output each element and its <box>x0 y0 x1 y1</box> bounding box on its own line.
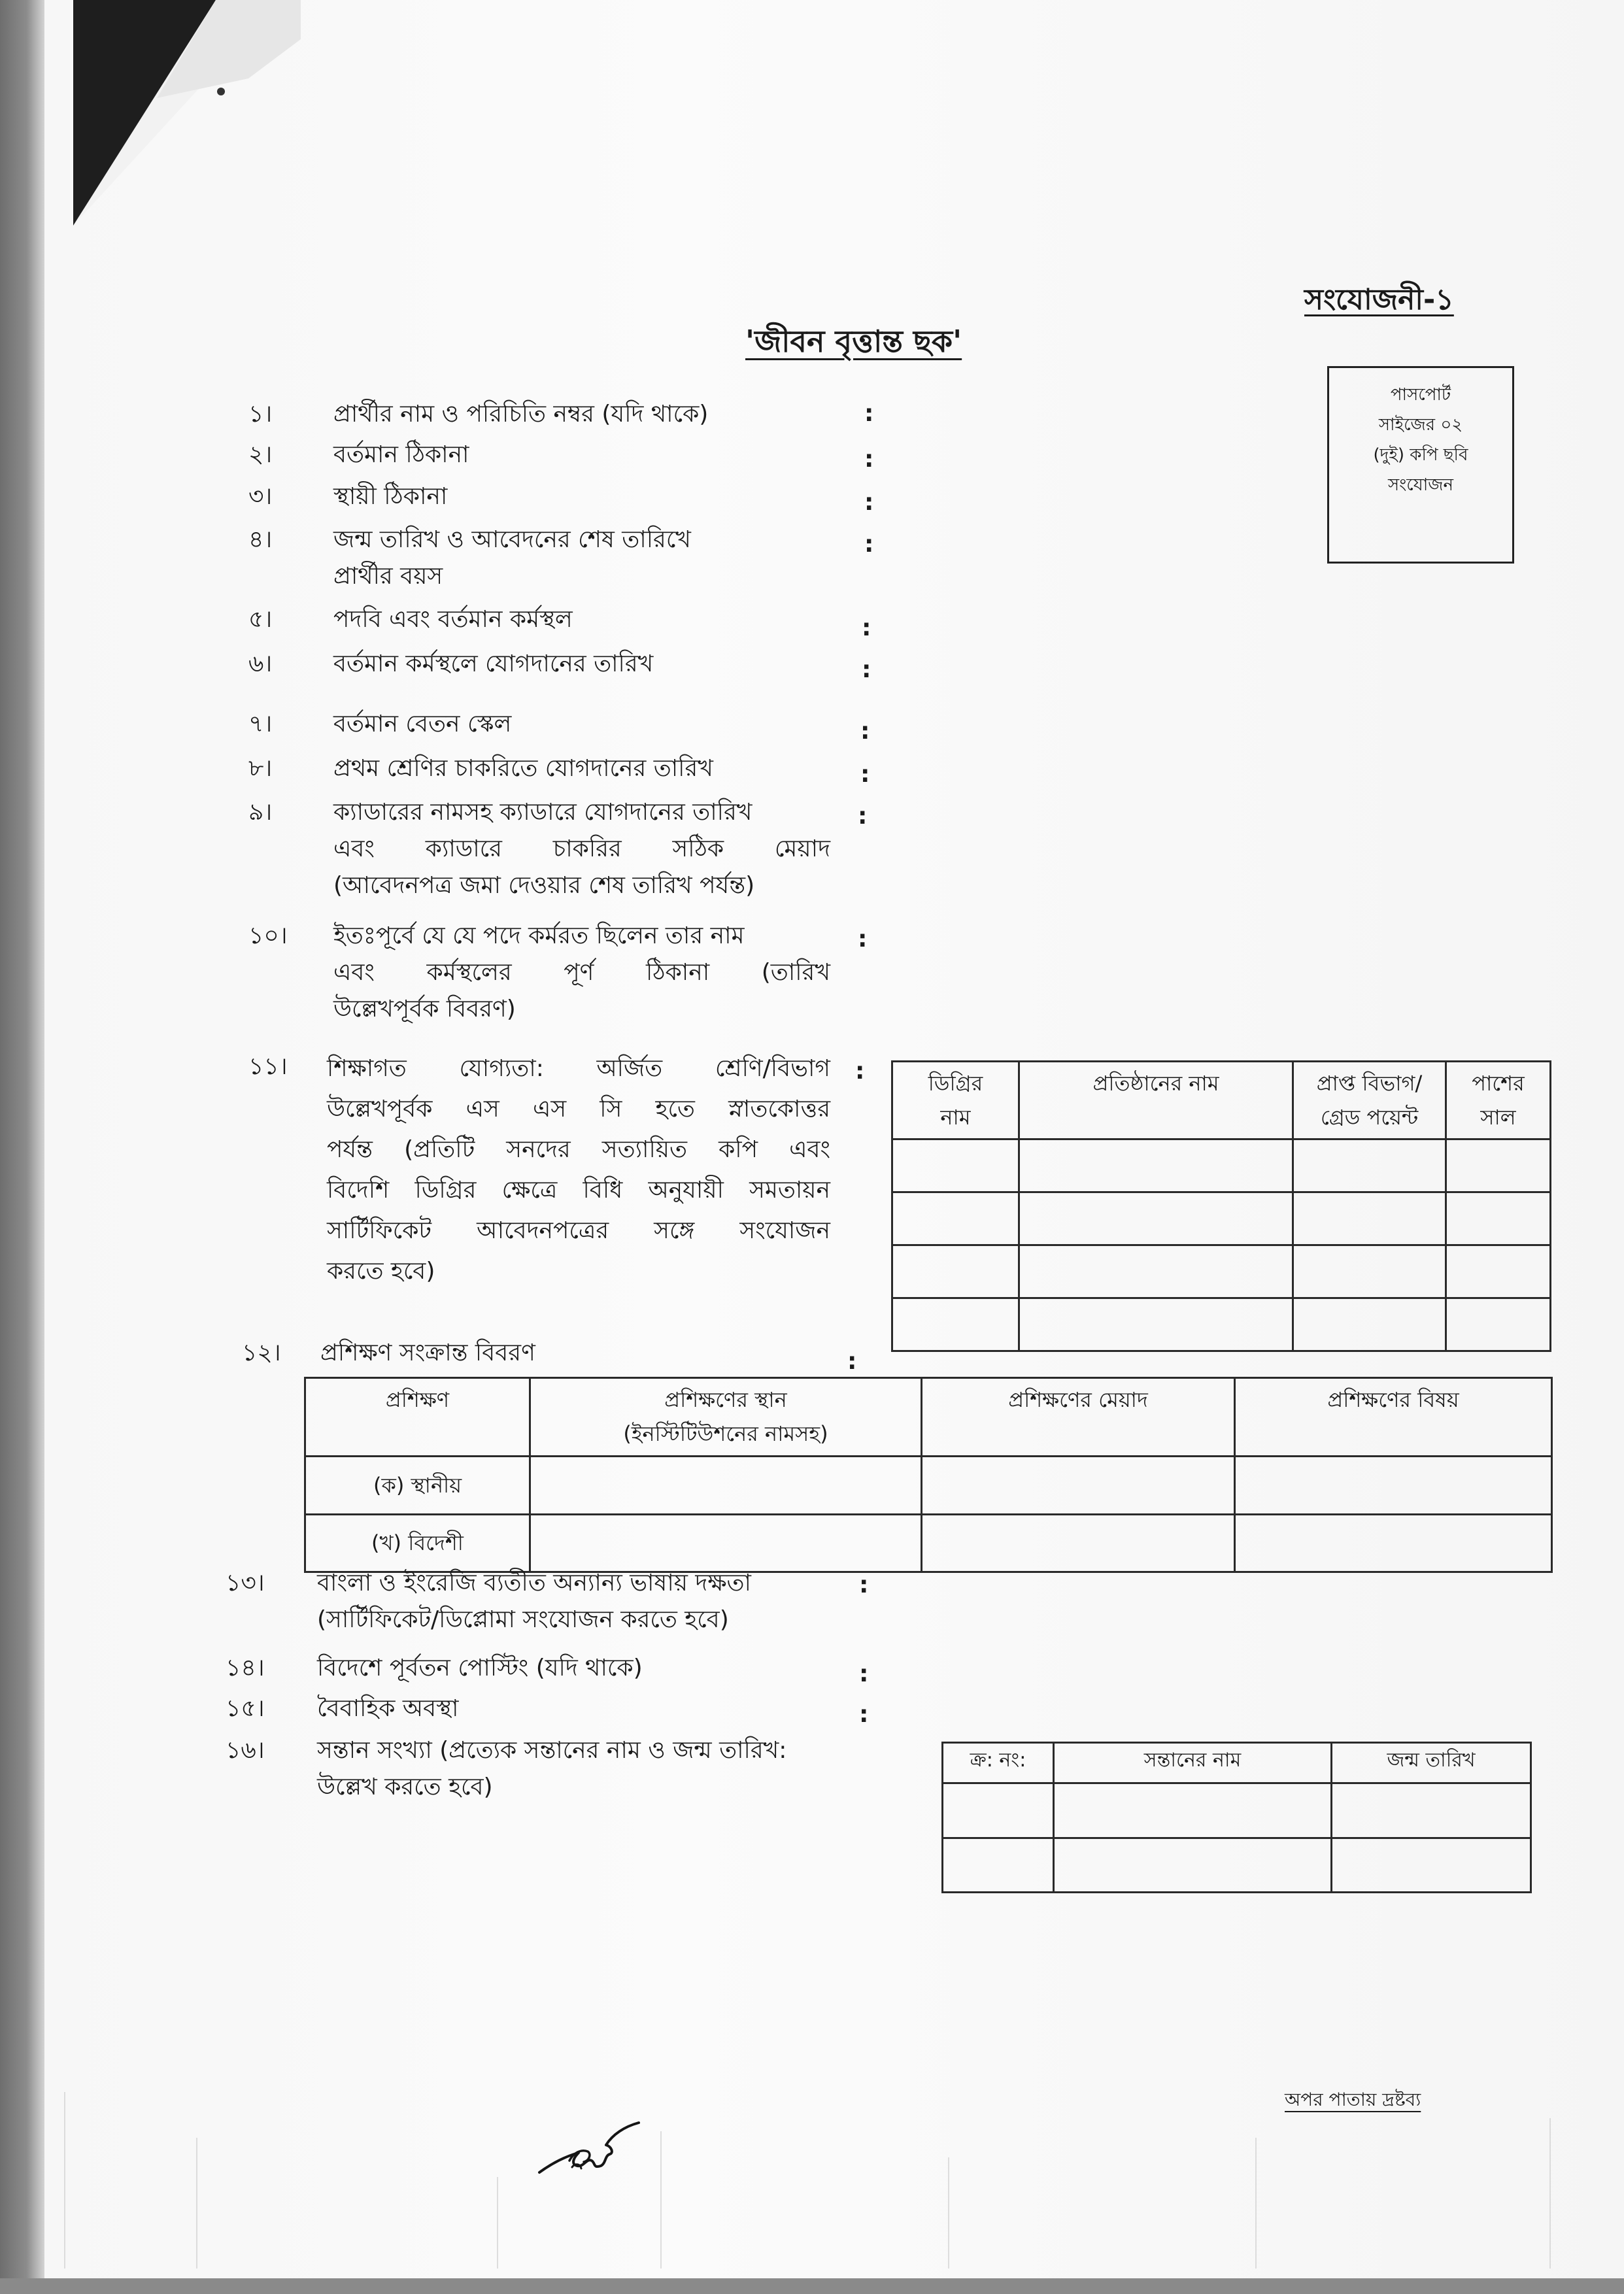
photo-attachment-box <box>1327 366 1514 564</box>
children-cell[interactable] <box>1054 1783 1332 1838</box>
item-colon: : <box>860 761 870 788</box>
children-header-birthdate: জন্ম তারিখ <box>1332 1743 1531 1783</box>
training-cell[interactable] <box>1235 1457 1552 1515</box>
folded-corner-shadow <box>0 0 301 235</box>
training-cell[interactable] <box>530 1514 922 1572</box>
item-number: ৯। <box>248 799 273 826</box>
item-colon: : <box>864 489 874 516</box>
item-colon: : <box>858 803 868 830</box>
photo-box-line: সংযোজন <box>1387 475 1454 495</box>
children-cell[interactable] <box>943 1838 1054 1893</box>
education-header-institution: প্রতিষ্ঠানের নাম <box>1019 1062 1293 1139</box>
item-number: ৮। <box>248 755 273 782</box>
item-colon: : <box>862 615 871 641</box>
item-label: প্রশিক্ষণ সংক্রান্ত বিবরণ <box>320 1340 535 1366</box>
item-label: (সার্টিফিকেট/ডিপ্লোমা সংযোজন করতে হবে) <box>317 1606 729 1633</box>
item-label: এবং কর্মস্থলের পূর্ণ ঠিকানা (তারিখ <box>333 959 830 986</box>
item-colon: : <box>860 718 870 745</box>
children-cell[interactable] <box>1332 1838 1531 1893</box>
item-number: ৩। <box>248 483 273 510</box>
item-number: ১৫। <box>226 1695 265 1722</box>
item-label: এবং ক্যাডারে চাকরির সঠিক মেয়াদ <box>333 835 830 862</box>
training-header-type: প্রশিক্ষণ <box>305 1378 530 1457</box>
scanner-edge-left <box>0 0 44 2294</box>
item-colon: : <box>862 656 871 683</box>
children-cell[interactable] <box>1332 1783 1531 1838</box>
item-label: বিদেশে পূর্বতন পোস্টিং (যদি থাকে) <box>317 1655 643 1681</box>
item-colon: : <box>859 1701 869 1728</box>
education-cell[interactable] <box>1019 1192 1293 1245</box>
education-cell[interactable] <box>1019 1139 1293 1192</box>
item-colon: : <box>858 926 868 953</box>
item-number: ২। <box>248 441 273 468</box>
education-table <box>891 1060 1551 1352</box>
item-colon: : <box>864 531 874 558</box>
item-label: উল্লেখ করতে হবে) <box>317 1774 493 1800</box>
item-label: বর্তমান বেতন স্কেল <box>333 711 512 737</box>
item-label: উল্লেখপূর্বক বিবরণ) <box>333 996 516 1022</box>
item-label: বাংলা ও ইংরেজি ব্যতীত অন্যান্য ভাষায় দক্ষতা <box>317 1570 751 1596</box>
item-label: প্রার্থীর নাম ও পরিচিতি নম্বর (যদি থাকে) <box>333 401 709 428</box>
training-row-label: (ক) স্থানীয় <box>305 1457 530 1515</box>
education-cell[interactable] <box>1019 1245 1293 1298</box>
item-colon: : <box>855 1058 865 1085</box>
item-colon: : <box>859 1661 869 1687</box>
item-colon: : <box>859 1572 869 1598</box>
training-table <box>304 1377 1553 1573</box>
training-cell[interactable] <box>922 1514 1235 1572</box>
item-label: (আবেদনপত্র জমা দেওয়ার শেষ তারিখ পর্যন্ত) <box>333 872 755 899</box>
education-row <box>892 1245 1551 1298</box>
education-cell[interactable] <box>892 1245 1019 1298</box>
item-label: সন্তান সংখ্যা (প্রত্যেক সন্তানের নাম ও জন্ম তারিখ: <box>317 1737 787 1764</box>
training-header-place: প্রশিক্ষণের স্থান (ইনস্টিটিউশনের নামসহ) <box>530 1378 922 1457</box>
children-table <box>941 1742 1532 1893</box>
education-cell[interactable] <box>1293 1245 1446 1298</box>
children-header-name: সন্তানের নাম <box>1054 1743 1332 1783</box>
training-header-duration: প্রশিক্ষণের মেয়াদ <box>922 1378 1235 1457</box>
item-label: উল্লেখপূর্বক এস এস সি হতে স্নাতকোত্তর <box>327 1096 830 1122</box>
children-row <box>943 1783 1531 1838</box>
item-colon: : <box>864 400 874 427</box>
item-number: ১৩। <box>226 1570 265 1596</box>
education-row <box>892 1139 1551 1192</box>
education-cell[interactable] <box>1293 1298 1446 1351</box>
education-cell[interactable] <box>1293 1139 1446 1192</box>
item-label: বর্তমান ঠিকানা <box>333 441 469 468</box>
item-label: প্রথম শ্রেণির চাকরিতে যোগদানের তারিখ <box>333 755 713 782</box>
education-cell[interactable] <box>1446 1192 1551 1245</box>
training-row-label: (খ) বিদেশী <box>305 1514 530 1572</box>
item-number: ১০। <box>248 922 288 949</box>
item-label: শিক্ষাগত যোগ্যতা: অর্জিত শ্রেণি/বিভাগ <box>327 1055 830 1082</box>
children-cell[interactable] <box>1054 1838 1332 1893</box>
children-cell[interactable] <box>943 1783 1054 1838</box>
item-label: ইতঃপূর্বে যে যে পদে কর্মরত ছিলেন তার নাম <box>333 922 745 949</box>
education-header-degree: ডিগ্রির নাম <box>892 1062 1019 1139</box>
item-label: করতে হবে) <box>327 1258 435 1285</box>
continued-overleaf-note: অপর পাতায় দ্রষ্টব্য <box>1285 2089 1421 2110</box>
education-cell[interactable] <box>1446 1139 1551 1192</box>
education-cell[interactable] <box>1293 1192 1446 1245</box>
item-number: ১২। <box>242 1340 281 1366</box>
item-colon: : <box>847 1348 857 1375</box>
item-colon: : <box>864 446 874 473</box>
item-number: ৪। <box>248 526 273 553</box>
education-cell[interactable] <box>892 1298 1019 1351</box>
item-number: ১। <box>248 401 273 428</box>
education-header-grade: প্রাপ্ত বিভাগ/ গ্রেড পয়েন্ট <box>1293 1062 1446 1139</box>
education-cell[interactable] <box>1446 1245 1551 1298</box>
scanner-edge-bottom <box>0 2278 1624 2294</box>
item-number: ৫। <box>248 606 273 633</box>
education-cell[interactable] <box>1019 1298 1293 1351</box>
education-cell[interactable] <box>892 1139 1019 1192</box>
education-row <box>892 1298 1551 1351</box>
training-row-foreign <box>305 1514 1552 1572</box>
item-number: ৭। <box>248 711 273 737</box>
photo-box-line: (দুই) কপি ছবি <box>1373 445 1468 465</box>
item-label: বৈবাহিক অবস্থা <box>317 1695 459 1722</box>
children-row <box>943 1838 1531 1893</box>
education-header-passing-year: পাশের সাল <box>1446 1062 1551 1139</box>
training-cell[interactable] <box>922 1457 1235 1515</box>
item-label: স্থায়ী ঠিকানা <box>333 483 448 510</box>
handwritten-signature-icon <box>533 2115 644 2180</box>
item-label: বিদেশি ডিগ্রির ক্ষেত্রে বিধি অনুযায়ী সমতায়ন <box>327 1177 830 1204</box>
item-label: সার্টিফিকেট আবেদনপত্রের সঙ্গে সংযোজন <box>327 1217 830 1244</box>
training-cell[interactable] <box>1235 1514 1552 1572</box>
item-label: প্রার্থীর বয়স <box>333 563 443 590</box>
item-number: ১৪। <box>226 1655 265 1681</box>
item-label: ক্যাডারের নামসহ ক্যাডারে যোগদানের তারিখ <box>333 799 753 826</box>
photo-box-line: পাসপোর্ট <box>1390 385 1451 405</box>
education-cell[interactable] <box>1446 1298 1551 1351</box>
item-number: ৬। <box>248 650 273 677</box>
item-label: পর্যন্ত (প্রতিটি সনদের সত্যায়িত কপি এবং <box>327 1136 830 1163</box>
education-row <box>892 1192 1551 1245</box>
appendix-title: সংযোজনী-১ <box>1304 283 1454 316</box>
education-cell[interactable] <box>892 1192 1019 1245</box>
photo-box-line: সাইজের ০২ <box>1378 415 1463 435</box>
item-number: ১১। <box>248 1053 288 1080</box>
item-label: বর্তমান কর্মস্থলে যোগদানের তারিখ <box>333 650 654 677</box>
training-header-subject: প্রশিক্ষণের বিষয় <box>1235 1378 1552 1457</box>
item-label: পদবি এবং বর্তমান কর্মস্থল <box>333 606 573 633</box>
training-row-local <box>305 1457 1552 1515</box>
item-number: ১৬। <box>226 1737 265 1764</box>
training-cell[interactable] <box>530 1457 922 1515</box>
item-label: জন্ম তারিখ ও আবেদনের শেষ তারিখে <box>333 526 691 553</box>
children-header-serial: ক্র: নং: <box>943 1743 1054 1783</box>
form-heading: 'জীবন বৃত্তান্ত ছক' <box>745 324 962 359</box>
